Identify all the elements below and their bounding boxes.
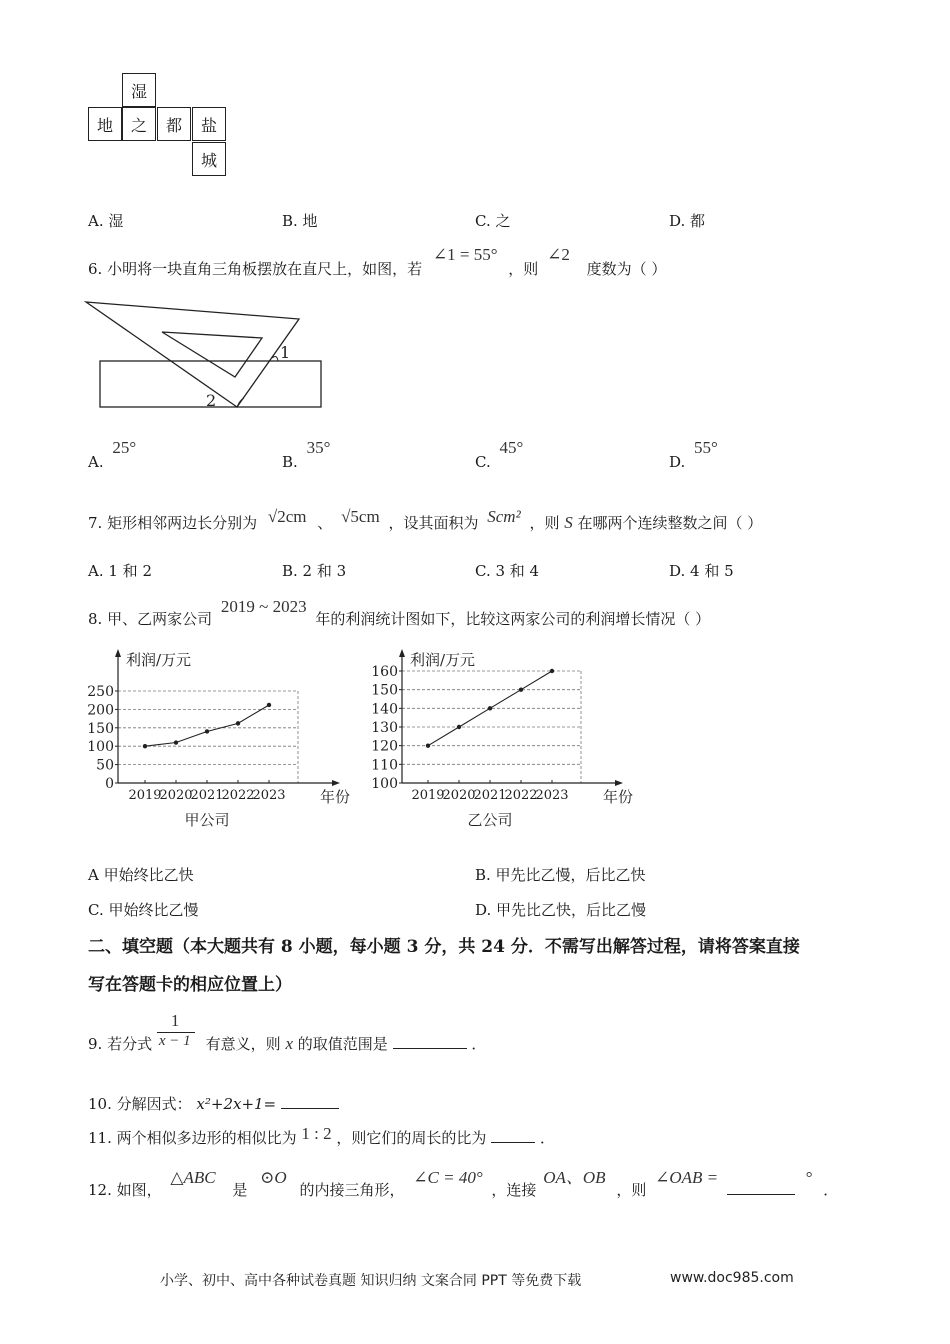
answer-blank[interactable]	[727, 1194, 795, 1195]
q10-text: 10. 分解因式：	[88, 1095, 192, 1113]
y-tick-label: 200	[87, 702, 114, 719]
angle1-label: 1	[280, 343, 291, 362]
q10-expression: x²+2x+1=	[196, 1095, 277, 1113]
q11-stem	[88, 1124, 556, 1148]
q7-area: Scm²	[487, 507, 521, 526]
y-tick-label: 160	[371, 664, 398, 680]
fraction-numerator: 1	[170, 1010, 180, 1030]
q12-text: ，则	[616, 1181, 647, 1199]
q7-text: ，设其面积为	[388, 514, 479, 532]
q9-stem	[88, 1010, 487, 1054]
series-line	[145, 705, 269, 746]
q9-text: 的取值范围是	[297, 1035, 388, 1053]
y-tick-label: 100	[87, 739, 114, 756]
q6-angle1: ∠1 = 55°	[432, 245, 498, 264]
chart-company-b	[360, 645, 634, 830]
x-tick-label: 2022	[504, 788, 538, 803]
q11-text: ．	[540, 1129, 556, 1147]
triangle-inner	[162, 332, 262, 377]
q7-text: 、	[317, 514, 333, 532]
answer-blank[interactable]	[281, 1108, 339, 1109]
q8-text: 年的利润统计图如下，比较这两家公司的利润增长情况（ ）	[315, 610, 711, 628]
net-cell: 盐	[192, 107, 226, 141]
chart-company-a	[80, 645, 350, 830]
angle2-label: 2	[206, 391, 217, 410]
x-axis-arrow	[615, 780, 623, 786]
q11-text: 11. 两个相似多边形的相似比为	[88, 1129, 297, 1147]
q8-option-c: C. 甲始终比乙慢	[88, 901, 199, 919]
chart-title: 乙公司	[467, 811, 513, 829]
x-tick-label: 2021	[190, 788, 224, 803]
q6-option-a	[88, 438, 137, 471]
y-tick-label: 140	[371, 701, 398, 718]
q12-text: 的内接三角形，	[299, 1181, 405, 1199]
x-axis-label: 年份	[320, 788, 351, 806]
q12-angle: ∠C = 40°	[413, 1168, 483, 1187]
q7-option-d: D. 4 和 5	[669, 562, 734, 580]
q12-text: ，连接	[491, 1181, 537, 1199]
q9-text: ．	[471, 1035, 487, 1053]
net-cell: 之	[122, 107, 156, 141]
q7-text: 在哪两个连续整数之间（ ）	[577, 514, 763, 532]
q5-option-d: D. 都	[669, 212, 706, 230]
q7-option-c: C. 3 和 4	[475, 562, 540, 580]
data-point	[205, 729, 209, 733]
q8-option-a: A 甲始终比乙快	[88, 866, 194, 884]
option-value: 45°	[499, 438, 524, 457]
q12-text: 是	[232, 1181, 248, 1199]
y-tick-label: 150	[371, 682, 398, 699]
q9-var: x	[285, 1034, 293, 1053]
x-axis-arrow	[332, 780, 340, 786]
x-axis-label: 年份	[603, 788, 634, 806]
x-tick-label: 2023	[252, 788, 286, 803]
x-tick-label: 2021	[473, 788, 507, 803]
net-cell: 地	[88, 107, 122, 141]
x-tick-label: 2020	[442, 788, 476, 803]
q8-stem	[88, 597, 711, 629]
q9-text: 9. 若分式	[88, 1035, 153, 1053]
data-point	[550, 669, 554, 673]
q7-length2: √5cm	[341, 507, 380, 526]
y-tick-label: 250	[87, 684, 114, 700]
q8-text: 8. 甲、乙两家公司	[88, 610, 213, 628]
option-value: 35°	[306, 438, 331, 457]
q6-option-d	[669, 438, 718, 471]
footer-site: www.doc985.com	[670, 1270, 794, 1286]
data-point	[143, 744, 147, 748]
data-point	[519, 687, 523, 691]
q6-text: 6. 小明将一块直角三角板摆放在直尺上，如图，若	[88, 260, 423, 278]
data-point	[457, 725, 461, 729]
y-axis-label: 利润/万元	[126, 651, 192, 669]
q12-question-angle: ∠OAB =	[655, 1168, 719, 1187]
q12-circle: ⊙O	[260, 1168, 287, 1187]
q5-option-a: A. 湿	[88, 212, 124, 230]
q7-stem	[88, 507, 763, 533]
q10-stem	[88, 1093, 339, 1114]
q11-ratio: 1 : 2	[301, 1124, 332, 1143]
net-cell-top: 湿	[122, 73, 156, 107]
footer-text: 小学、初中、高中各种试卷真题 知识归纳 文案合同 PPT 等免费下载	[160, 1273, 582, 1289]
q8-option-d: D. 甲先比乙快，后比乙慢	[475, 901, 647, 919]
q8-option-b: B. 甲先比乙慢，后比乙快	[475, 866, 646, 884]
y-tick-label: 50	[96, 757, 114, 774]
ruler-triangle-figure	[80, 296, 340, 414]
y-tick-label: 0	[105, 776, 114, 792]
y-tick-label: 130	[371, 720, 398, 736]
x-tick-label: 2023	[535, 788, 569, 803]
q12-segments: OA、OB	[543, 1168, 606, 1187]
y-axis-label: 利润/万元	[410, 651, 476, 669]
q9-fraction	[157, 1010, 195, 1049]
q7-length1: √2cm	[267, 507, 307, 526]
q6-angle2: ∠2	[547, 245, 570, 264]
y-axis-arrow	[399, 649, 405, 657]
section2-heading-line2: 写在答题卡的相应位置上）	[88, 975, 292, 995]
option-value: 55°	[694, 438, 718, 457]
x-tick-label: 2019	[411, 788, 445, 803]
q6-option-c	[475, 438, 524, 471]
data-point	[174, 740, 178, 744]
q12-triangle: △ABC	[170, 1168, 216, 1187]
q7-text: 7. 矩形相邻两边长分别为	[88, 514, 258, 532]
q7-option-a: A. 1 和 2	[88, 562, 152, 580]
answer-blank[interactable]	[393, 1048, 467, 1049]
q11-text: ，则它们的周长的比为	[336, 1129, 487, 1147]
chart-title: 甲公司	[184, 811, 230, 829]
q12-text: ．	[823, 1181, 839, 1199]
x-tick-label: 2019	[128, 788, 162, 803]
q6-option-b	[282, 438, 331, 471]
data-point	[236, 721, 240, 725]
x-tick-label: 2022	[221, 788, 255, 803]
angle1-arc	[272, 357, 278, 361]
net-cell: 都	[157, 107, 191, 141]
q12-degree: °	[805, 1168, 813, 1187]
q6-text: ，则	[508, 260, 539, 278]
section2-heading-line1: 二、填空题（本大题共有 8 小题，每小题 3 分，共 24 分．不需写出解答过程，请将答案直接	[88, 937, 800, 957]
y-tick-label: 120	[371, 738, 398, 755]
q12-stem	[88, 1168, 839, 1200]
y-tick-label: 110	[371, 757, 398, 774]
option-letter: B.	[282, 453, 298, 471]
q8-years: 2019 ~ 2023	[220, 597, 307, 616]
q12-text: 12. 如图，	[88, 1181, 162, 1199]
data-point	[488, 706, 492, 710]
y-tick-label: 100	[371, 776, 398, 792]
y-axis-arrow	[115, 649, 121, 657]
data-point	[267, 703, 271, 707]
q5-option-b: B. 地	[282, 212, 318, 230]
option-letter: D.	[669, 453, 686, 471]
q7-text: ，则	[529, 514, 560, 532]
answer-blank[interactable]	[491, 1142, 535, 1143]
q6-stem	[88, 245, 667, 279]
q9-text: 有意义，则	[205, 1035, 281, 1053]
x-tick-label: 2020	[159, 788, 193, 803]
data-point	[426, 743, 430, 747]
option-value: 25°	[112, 438, 137, 457]
q6-text: 度数为（ ）	[586, 260, 667, 278]
option-letter: C.	[475, 453, 491, 471]
fraction-denominator: x − 1	[158, 1032, 191, 1049]
q7-option-b: B. 2 和 3	[282, 562, 347, 580]
net-cell-bottom: 城	[192, 142, 226, 176]
y-tick-label: 150	[87, 720, 114, 737]
option-letter: A.	[88, 453, 104, 471]
triangle-outer	[86, 302, 299, 407]
q5-option-c: C. 之	[475, 212, 511, 230]
q7-var: S	[564, 513, 573, 532]
